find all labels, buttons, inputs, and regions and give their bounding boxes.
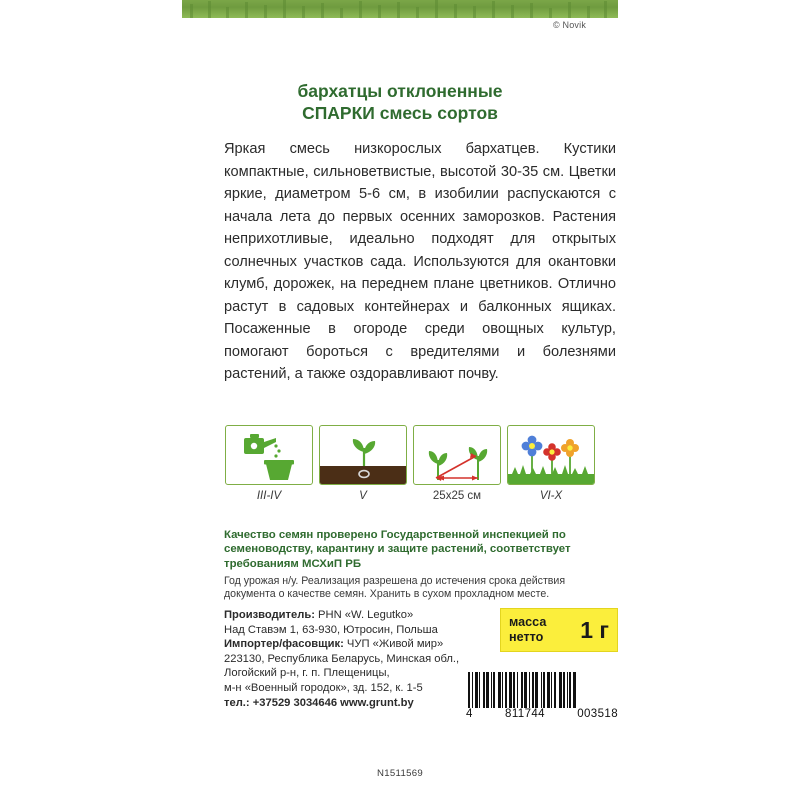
barcode-digit-left: 4: [466, 708, 473, 720]
producer-address: Над Ставэм 1, 63-930, Ютросин, Польша: [224, 623, 438, 636]
description-text: Яркая смесь низкорослых бархатцев. Кустики компактные, сильноветвистые, высотой 30-35 см. Цветки яркие, диаметром 5-6 см, в изобилии распускаются с начала лета до первых осенних заморозков. Растения неприхотливые, идеально подходят для открытых солнечных участков сада. Используются для окантовки клумб, дорожек, на переднем плане цветников. Отлично растут в садовых контейнерах и балконных ящиках. Посаженные в огороде среди овощных культур, помогают бороться с вредителями и болезнями растений, а также оздоравливают почву.: [224, 141, 616, 382]
icon-caption-flowering: VI-X: [539, 490, 563, 502]
mass-netto-badge: [500, 608, 618, 652]
barcode: [468, 672, 618, 708]
harvest-note-text: Год урожая н/у. Реализация разрешена до истечения срока действия документа о качестве семян. Хранить в сухом прохладном месте.: [224, 575, 566, 601]
title-line-2: СПАРКИ смесь сортов: [302, 103, 498, 123]
title-line-1: бархатцы отклоненные: [297, 81, 503, 101]
barcode-digits-mid: 811744: [505, 708, 545, 720]
producer-label: Производитель:: [224, 609, 315, 621]
article-number: N1511569: [377, 768, 423, 779]
website-link[interactable]: www.grunt.by: [340, 696, 414, 709]
mass-label-line-2: нетто: [509, 630, 544, 644]
mass-label-line-1: масса: [509, 615, 547, 629]
copyright-notice: © Novik: [553, 20, 587, 30]
importer-address-line-1: 223130, Республика Беларусь, Минская обл.,: [224, 652, 460, 665]
importer-label: Импортер/фасовщик:: [224, 638, 344, 651]
sowing-pot-icon: [225, 425, 313, 485]
page-title: [182, 80, 618, 124]
producer-line: [224, 608, 474, 623]
text-content: [182, 80, 618, 386]
spacing-icon: [413, 425, 501, 485]
icon-cell-flowering: [506, 425, 596, 502]
certification-text: Качество семян проверено Государственной инспекцией по семеноводству, карантину и защите растений, соответствует требованиям МСХиП РБ: [224, 529, 571, 570]
flowering-icon: [507, 425, 595, 485]
icon-cell-planting: [318, 425, 408, 502]
importer-address-line-2: Логойский р-н, г. п. Плещеницы,: [224, 667, 390, 680]
icon-caption-planting: V: [359, 490, 367, 502]
barcode-digits: [466, 708, 618, 720]
icon-caption-sowing: III-IV: [256, 490, 282, 502]
importer-value: ЧУП «Живой мир»: [343, 638, 444, 651]
phone-number: тел.: +37529 3034646: [224, 696, 338, 709]
icon-caption-spacing: 25x25 см: [432, 490, 482, 502]
planting-depth-icon: [319, 425, 407, 485]
producer-info: [224, 608, 474, 710]
mass-label: [509, 615, 546, 645]
contact-line: [224, 696, 474, 711]
icon-cell-sowing: [224, 425, 314, 502]
mass-value: 1 г: [580, 617, 609, 643]
importer-address-line-3: м-н «Военный городок», зд. 152, к. 1-5: [224, 681, 423, 694]
growing-instruction-icons: [224, 425, 602, 502]
importer-line: [224, 637, 474, 652]
barcode-digits-right: 003518: [577, 708, 618, 720]
producer-value: PHN «W. Legutko»: [314, 609, 414, 621]
grass-photo-strip: [182, 0, 618, 18]
icon-cell-spacing: [412, 425, 502, 502]
